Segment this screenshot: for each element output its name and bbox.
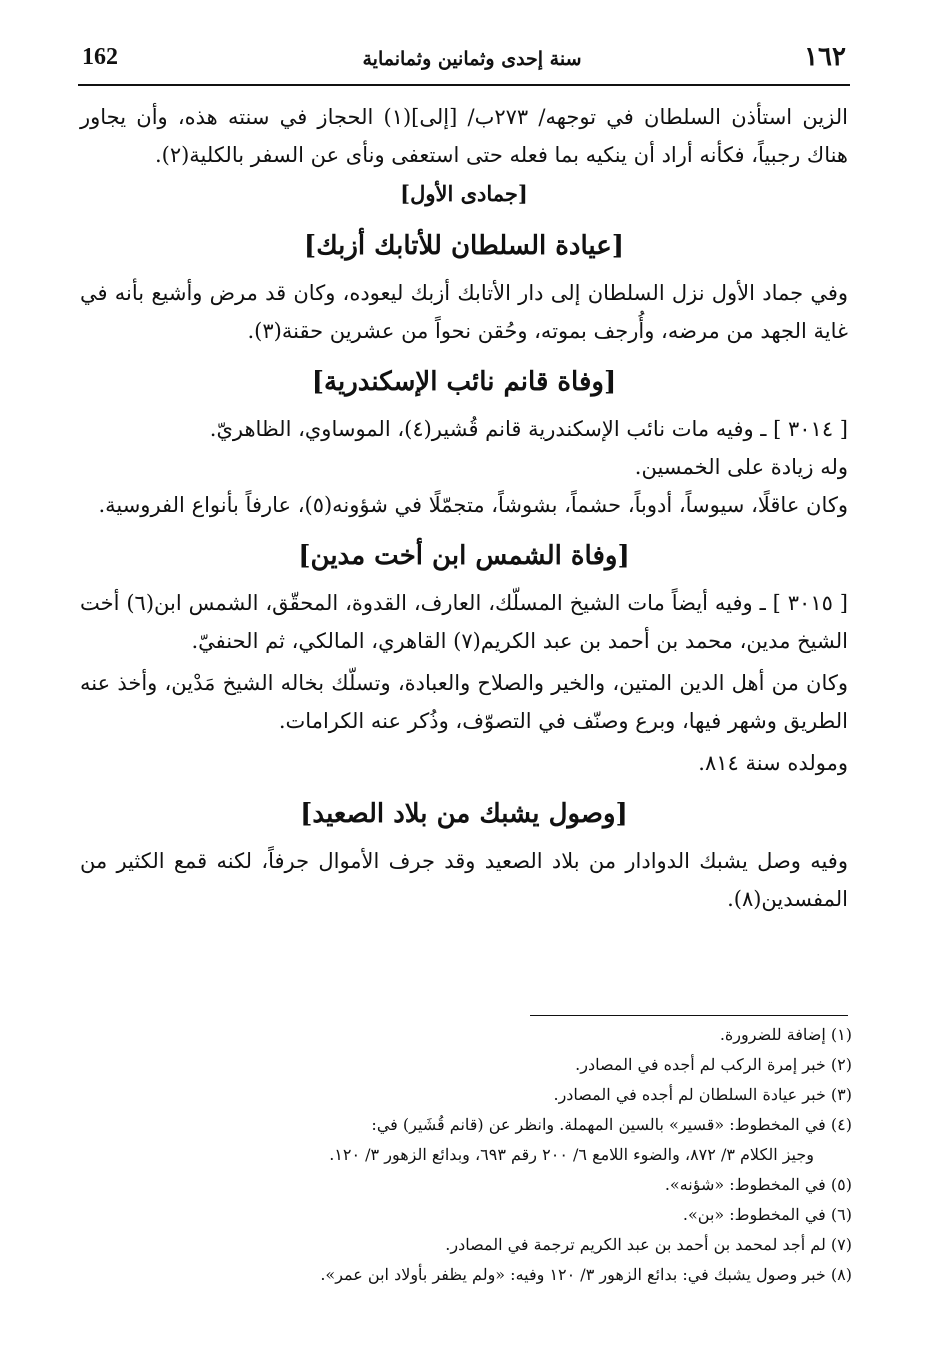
month-heading: [جمادى الأول] [400, 181, 528, 206]
footnotes [150, 1020, 852, 1290]
paragraph-2: وفي جماد الأول نزل السلطان إلى دار الأتابك أزبك ليعوده، وكان قد مرض وأشيع بأنه في غاية الجهد من مرضه، وأُرجف بموته، وحُقن نحواً من عشرين حقنة(٣). [80, 281, 848, 343]
paragraph-9: وفيه وصل يشبك الدوادار من بلاد الصعيد وقد جرف الأموال جرفاً، لكنه قمع الكثير من المفسدين(٨). [80, 849, 848, 911]
section-heading-4: [وصول يشبك من بلاد الصعيد] [300, 799, 628, 829]
section-heading-2: [وفاة قانم نائب الإسكندرية] [311, 367, 617, 397]
section-heading-1: [عيادة السلطان للأتابك أزبك] [303, 231, 625, 261]
footnote-5: (٥) في المخطوط: «شؤنه». [664, 1175, 852, 1194]
entry-3014: [ ٣٠١٤ ] ـ وفيه مات نائب الإسكندرية قانم قُشير(٤)، الموساوي، الظاهريّ. [209, 417, 848, 441]
footnote-3: (٣) خبر عيادة السلطان لم أجده في المصادر. [553, 1085, 852, 1104]
running-title: سنة إحدى وثمانين وثمانماية [362, 48, 582, 70]
paragraph-7: وكان من أهل الدين المتين، والخير والصلاح والعبادة، وتسلّك بخاله الشيخ مَدْين، وأخذ عنه الطريق وشهر فيها، وبرع وصنّف في التصوّف، وذُكر عنه الكرامات. [80, 671, 848, 733]
paragraph-4: وله زيادة على الخمسين. [634, 455, 848, 479]
footnote-1: (١) إضافة للضرورة. [719, 1025, 852, 1044]
main-text [80, 98, 848, 918]
paragraph-5: وكان عاقلًا، سيوساً، أدوباً، حشماً، بشوشاً، متجمّلًا في شؤونه(٥)، عارفاً بأنواع الفروسية. [98, 493, 848, 517]
footnote-4: (٤) في المخطوط: «قسير» بالسين المهملة. وانظر عن (قانم قُشَير) في: [371, 1115, 852, 1134]
page-number-arabic: ١٦٢ [804, 42, 846, 72]
footnote-7: (٧) لم أجد لمحمد بن أحمد بن عبد الكريم ترجمة في المصادر. [445, 1235, 852, 1254]
entry-3015: [ ٣٠١٥ ] ـ وفيه أيضاً مات الشيخ المسلّك، العارف، القدوة، المحقّق، الشمس ابن(٦) أخت الشيخ مدين، محمد بن أحمد بن عبد الكريم(٧) القاهري، المالكي، ثم الحنفيّ. [80, 591, 848, 653]
page-number-latin: 162 [82, 44, 118, 70]
header-rule [78, 84, 850, 86]
footnote-rule [530, 1015, 848, 1016]
paragraph-1: الزين استأذن السلطان في توجهه/ ٢٧٣ب/ [إلى](١) الحجاز في سنته هذه، وأن يجاور هناك رجبياً، فكأنه أراد أن ينكيه بما فعله حتى استعفى ونأى عن السفر بالكلية(٢). [80, 105, 848, 167]
footnote-4-continuation: وجيز الكلام ٣/ ٨٧٢، والضوء اللامع ٦/ ٢٠٠ رقم ٦٩٣، وبدائع الزهور ٣/ ١٢٠. [329, 1145, 814, 1164]
paragraph-8: ومولده سنة ٨١٤. [698, 751, 848, 775]
page-header [0, 44, 944, 84]
footnote-6: (٦) في المخطوط: «بن». [682, 1205, 852, 1224]
footnote-2: (٢) خبر إمرة الركب لم أجده في المصادر. [575, 1055, 852, 1074]
footnote-8: (٨) خبر وصول يشبك في: بدائع الزهور ٣/ ١٢٠ وفيه: «ولم يظفر بأولاد ابن عمر». [320, 1265, 852, 1284]
section-heading-3: [وفاة الشمس ابن أخت مدين] [298, 541, 630, 571]
